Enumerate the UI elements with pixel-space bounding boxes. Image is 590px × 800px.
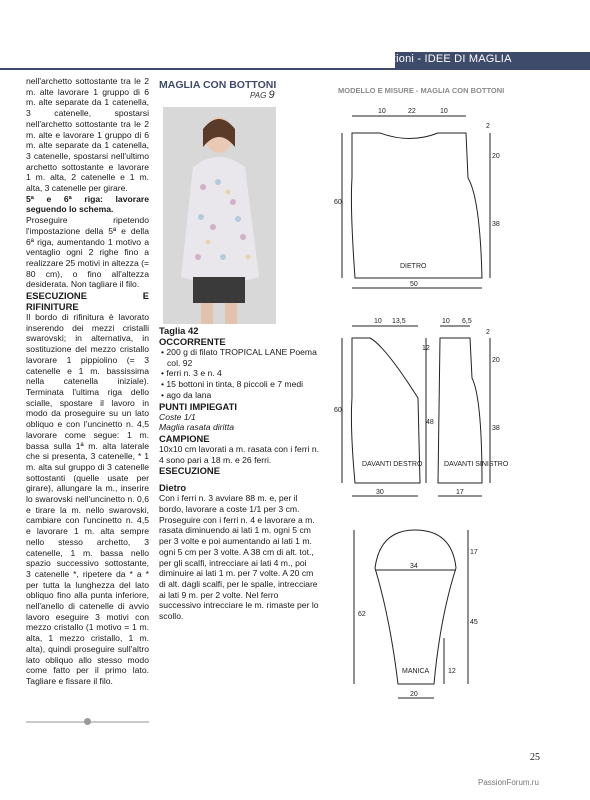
back-bottom: 50 xyxy=(410,281,418,288)
paragraph: nell'archetto sottostante tra le 2 m. alte lavorare 1 gruppo di 6 m. alte separate da 1 catenella, 3 catenelle, spostarsi nell'archetto sottostante tra le 2 m. alte e lavorare 1 gruppo di 6 m. alte separate da 1 catenella, 3 catenelle, spostarsi nell'ultimo archetto sottostante e lavorare 1 m. alta, 2 catenelle e 1 m. alta, 3 catenelle per girare. xyxy=(26,76,149,194)
materials-title: OCCORRENTE xyxy=(159,336,226,347)
back-text: Con i ferri n. 3 avviare 88 m. e, per il bordo, lavorare a coste 1/1 per 3 cm. Proseguire con i ferri n. 4 e lavorare a m. rasata diminuendo ai lati 1 m. ogni 5 cm per 3 volte e poi aumentando ai lati 1 m. ogni 5 cm per 3 volte. A 38 cm di alt. tot., per gli scalfi, intrecciare ai lati 4 m., poi diminuire ai lati 1 m. per 7 volte. A 20 cm di alt. dagli scalfi, per le spalle, intrecciare ai lati 9 m. per 2 volte. Nel ferro successivo intrecciare le m. rimaste per lo scollo. xyxy=(159,493,319,622)
list-item: • ago da lana xyxy=(167,390,319,401)
pattern-diagram xyxy=(330,98,570,708)
front-left-label: DAVANTI SINISTRO xyxy=(444,461,509,468)
sleeve-bottom: 20 xyxy=(410,691,418,698)
back-title: Dietro xyxy=(159,482,187,494)
stitch-item: Maglia rasata diritta xyxy=(159,422,234,433)
gauge-text: 10x10 cm lavorati a m. rasata con i ferri n. 4 sono pari a 18 m. e 26 ferri. xyxy=(159,443,320,465)
front-left-20: 20 xyxy=(492,357,500,364)
stitch-item: Coste 1/1 xyxy=(159,411,196,422)
front-right-60: 60 xyxy=(334,407,342,414)
back-label: DIETRO xyxy=(400,263,427,270)
back-top-a: 10 xyxy=(378,108,386,115)
section-title: Spiegazioni - IDEE DI MAGLIA xyxy=(355,53,512,65)
front-right-48: 48 xyxy=(426,419,434,426)
pattern-title: MAGLIA CON BOTTONI xyxy=(159,79,277,91)
back-top-c: 10 xyxy=(440,108,448,115)
back-left-60: 60 xyxy=(334,199,342,206)
paragraph: 5ª e 6ª riga: lavorare seguendo lo schema. xyxy=(26,193,149,215)
list-item: • ferri n. 3 e n. 4 xyxy=(167,368,319,379)
model-photo xyxy=(163,107,276,324)
details-column xyxy=(159,325,319,622)
page-label: PAG xyxy=(250,91,267,100)
sleeve-label: MANICA xyxy=(402,668,430,675)
front-left-bottom: 17 xyxy=(456,489,464,496)
front-right-top-a: 10 xyxy=(374,318,382,325)
back-top-b: 22 xyxy=(408,108,416,115)
back-piece xyxy=(351,133,482,278)
left-column xyxy=(26,76,149,687)
front-right-label: DAVANTI DESTRO xyxy=(362,461,423,468)
sleeve-left-62: 62 xyxy=(358,611,366,618)
materials-list xyxy=(159,347,319,401)
gauge-title: CAMPIONE xyxy=(159,432,210,444)
front-left-top-a: 10 xyxy=(442,318,450,325)
sleeve-right-45: 45 xyxy=(470,619,478,626)
diagram-title: MODELLO E MISURE - MAGLIA CON BOTTONI xyxy=(338,86,505,95)
finishing-text: Il bordo di rifinitura è lavorato inserendo dei mezzi cristalli swarovski; in alternativa, in sostituzione del mezzo cristallo lavorare 1 pippiolino (= 3 catenelle e 1 m. bassissima nella catenella iniziale). Terminata l'ultima riga dello scialle, spostare il lavoro in modo da proseguire su un lato obliquo e con l'uncinetto n. 4,5 lavorare come segue: 1 m. bassa sulla 1ª m. alta laterale che si presenta, 3 catenelle, * 1 m. alta sul gruppo di 3 catenelle sottostanti (quelle usate per girare), allungare la m., inserire lo swarovski nell'uncinetto n. 0,6 e tirare la m. nello swarovski, cambiare con l'uncinetto n. 4,5 e lavorare 1 m. alta sempre nello stesso archetto, 3 catenelle, 1 m. bassa nello spazio successivo sottostante, 3 catenelle *, ripetere da * a * per tutta la lunghezza del lato obliquo fino alla punta inferiore, nell'anello di catenelle di avvio lavoro eseguire 3 motivi con mezzo cristallo (1 motivo = 1 m. alta, 1 mezzo cristallo, 1 m. alta), quindi proseguire sull'altro lato obliquo allo stesso modo come fatto per il primo lato. Tagliare e fissare il filo. xyxy=(26,312,149,686)
back-right-38: 38 xyxy=(492,221,500,228)
page-number: 25 xyxy=(530,752,540,763)
model-illustration xyxy=(163,107,276,324)
page-reference xyxy=(250,89,275,101)
front-left-top-b: 6,5 xyxy=(462,318,472,325)
list-item: • 15 bottoni in tinta, 8 piccoli e 7 medi xyxy=(167,379,319,390)
stitches-title: PUNTI IMPIEGATI xyxy=(159,400,237,412)
list-item: • 200 g di filato TROPICAL LANE Poema col. 92 xyxy=(167,347,319,368)
back-right-20: 20 xyxy=(492,153,500,160)
execution-title: ESECUZIONE xyxy=(159,465,220,477)
page-header xyxy=(0,52,590,70)
sleeve-inner-12: 12 xyxy=(448,668,456,675)
front-right-bottom: 30 xyxy=(376,489,384,496)
divider-dot xyxy=(84,718,91,725)
back-right-2: 2 xyxy=(486,123,490,130)
front-left-38: 38 xyxy=(492,425,500,432)
front-left-2: 2 xyxy=(486,329,490,336)
size: Taglia 42 xyxy=(159,325,199,336)
watermark: PassionForum.ru xyxy=(478,778,539,787)
front-right-top-b: 13,5 xyxy=(392,318,406,325)
page-ref-number: 9 xyxy=(268,89,275,101)
front-right-12: 12 xyxy=(422,345,430,352)
sleeve-top: 34 xyxy=(410,563,418,570)
finishing-title: ESECUZIONE E RIFINITURE xyxy=(26,290,149,313)
paragraph: Proseguire ripetendo l'impostazione della 5ª e della 6ª riga, aumentando 1 motivo a ventaglio ogni 2 righe fino a realizzare 25 motivi in altezza (= 80 cm), o fino all'altezza desiderata. Non tagliare il filo. xyxy=(26,215,149,290)
header-rule xyxy=(0,68,590,70)
sleeve-right-17: 17 xyxy=(470,549,478,556)
